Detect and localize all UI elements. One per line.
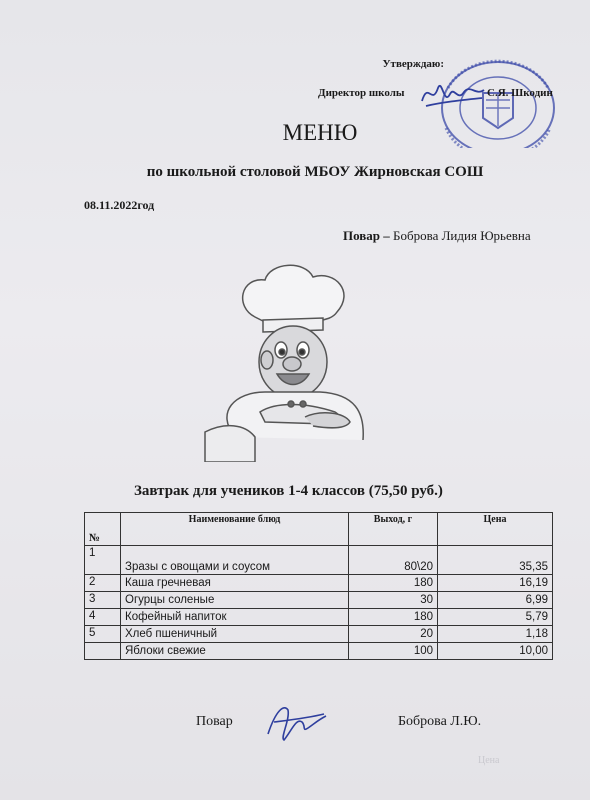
chef-illustration — [195, 262, 395, 462]
row-dish: Огурцы соленые — [121, 592, 349, 609]
menu-date: 08.11.2022год — [84, 198, 155, 212]
table-row — [85, 546, 553, 575]
row-dish: Кофейный напиток — [121, 609, 349, 626]
table-row — [85, 626, 553, 643]
row-price: 5,79 — [438, 609, 553, 626]
table-header-row — [85, 513, 553, 546]
page-subtitle: по школьной столовой МБОУ Жирновская СОШ — [146, 164, 484, 180]
header-price: Цена — [438, 513, 553, 546]
table-row — [85, 643, 553, 660]
header-num: № — [85, 513, 121, 546]
footer-cook-label: Повар — [196, 714, 233, 729]
row-price: 10,00 — [438, 643, 553, 660]
row-num: 4 — [85, 609, 121, 626]
row-num: 1 — [85, 546, 121, 575]
director-signature — [418, 76, 488, 116]
row-dish: Яблоки свежие — [121, 643, 349, 660]
header-yield: Выход, г — [349, 513, 438, 546]
approve-label: Утверждаю: — [382, 58, 444, 70]
row-yield: 30 — [349, 592, 438, 609]
row-dish: Хлеб пшеничный — [121, 626, 349, 643]
cook-signature — [262, 700, 332, 742]
row-yield: 100 — [349, 643, 438, 660]
row-num: 3 — [85, 592, 121, 609]
row-price: 1,18 — [438, 626, 553, 643]
row-yield: 180 — [349, 609, 438, 626]
row-yield: 180 — [349, 575, 438, 592]
table-row — [85, 592, 553, 609]
row-yield: 20 — [349, 626, 438, 643]
director-name: С.Я. Шкодин — [487, 87, 553, 99]
director-label: Директор школы — [318, 87, 405, 99]
table-row — [85, 609, 553, 626]
row-dish: Зразы с овощами и соусом — [121, 546, 349, 575]
cook-line — [343, 228, 531, 244]
page-title: МЕНЮ — [282, 120, 358, 145]
row-price: 6,99 — [438, 592, 553, 609]
row-num: 5 — [85, 626, 121, 643]
row-num — [85, 643, 121, 660]
menu-table — [84, 512, 553, 660]
row-price: 16,19 — [438, 575, 553, 592]
row-dish: Каша гречневая — [121, 575, 349, 592]
cook-label: Повар – — [343, 228, 390, 243]
header-name: Наименование блюд — [121, 513, 349, 546]
faded-watermark: Цена — [478, 755, 500, 766]
table-row — [85, 575, 553, 592]
row-yield: 80\20 — [349, 546, 438, 575]
row-price: 35,35 — [438, 546, 553, 575]
cook-name: Боброва Лидия Юрьевна — [393, 228, 531, 243]
meal-title: Завтрак для учеников 1-4 классов (75,50 руб.) — [134, 483, 443, 499]
footer-cook-name: Боброва Л.Ю. — [398, 714, 482, 729]
row-num: 2 — [85, 575, 121, 592]
